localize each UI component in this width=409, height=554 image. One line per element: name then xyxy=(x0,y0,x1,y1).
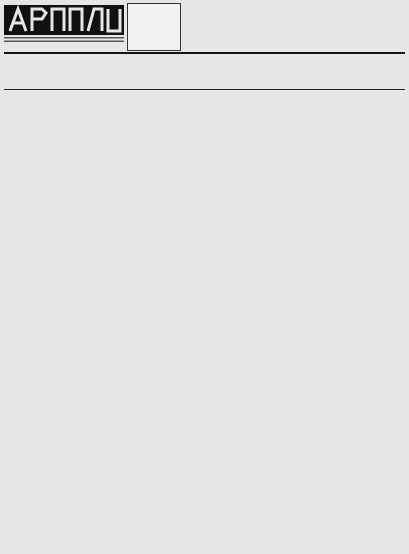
masthead xyxy=(4,3,405,51)
newspaper-logo-icon xyxy=(4,3,124,45)
issue-date-box xyxy=(127,3,181,51)
headline-rule xyxy=(4,89,405,90)
article-columns xyxy=(4,92,405,552)
masthead-rule xyxy=(4,52,405,54)
